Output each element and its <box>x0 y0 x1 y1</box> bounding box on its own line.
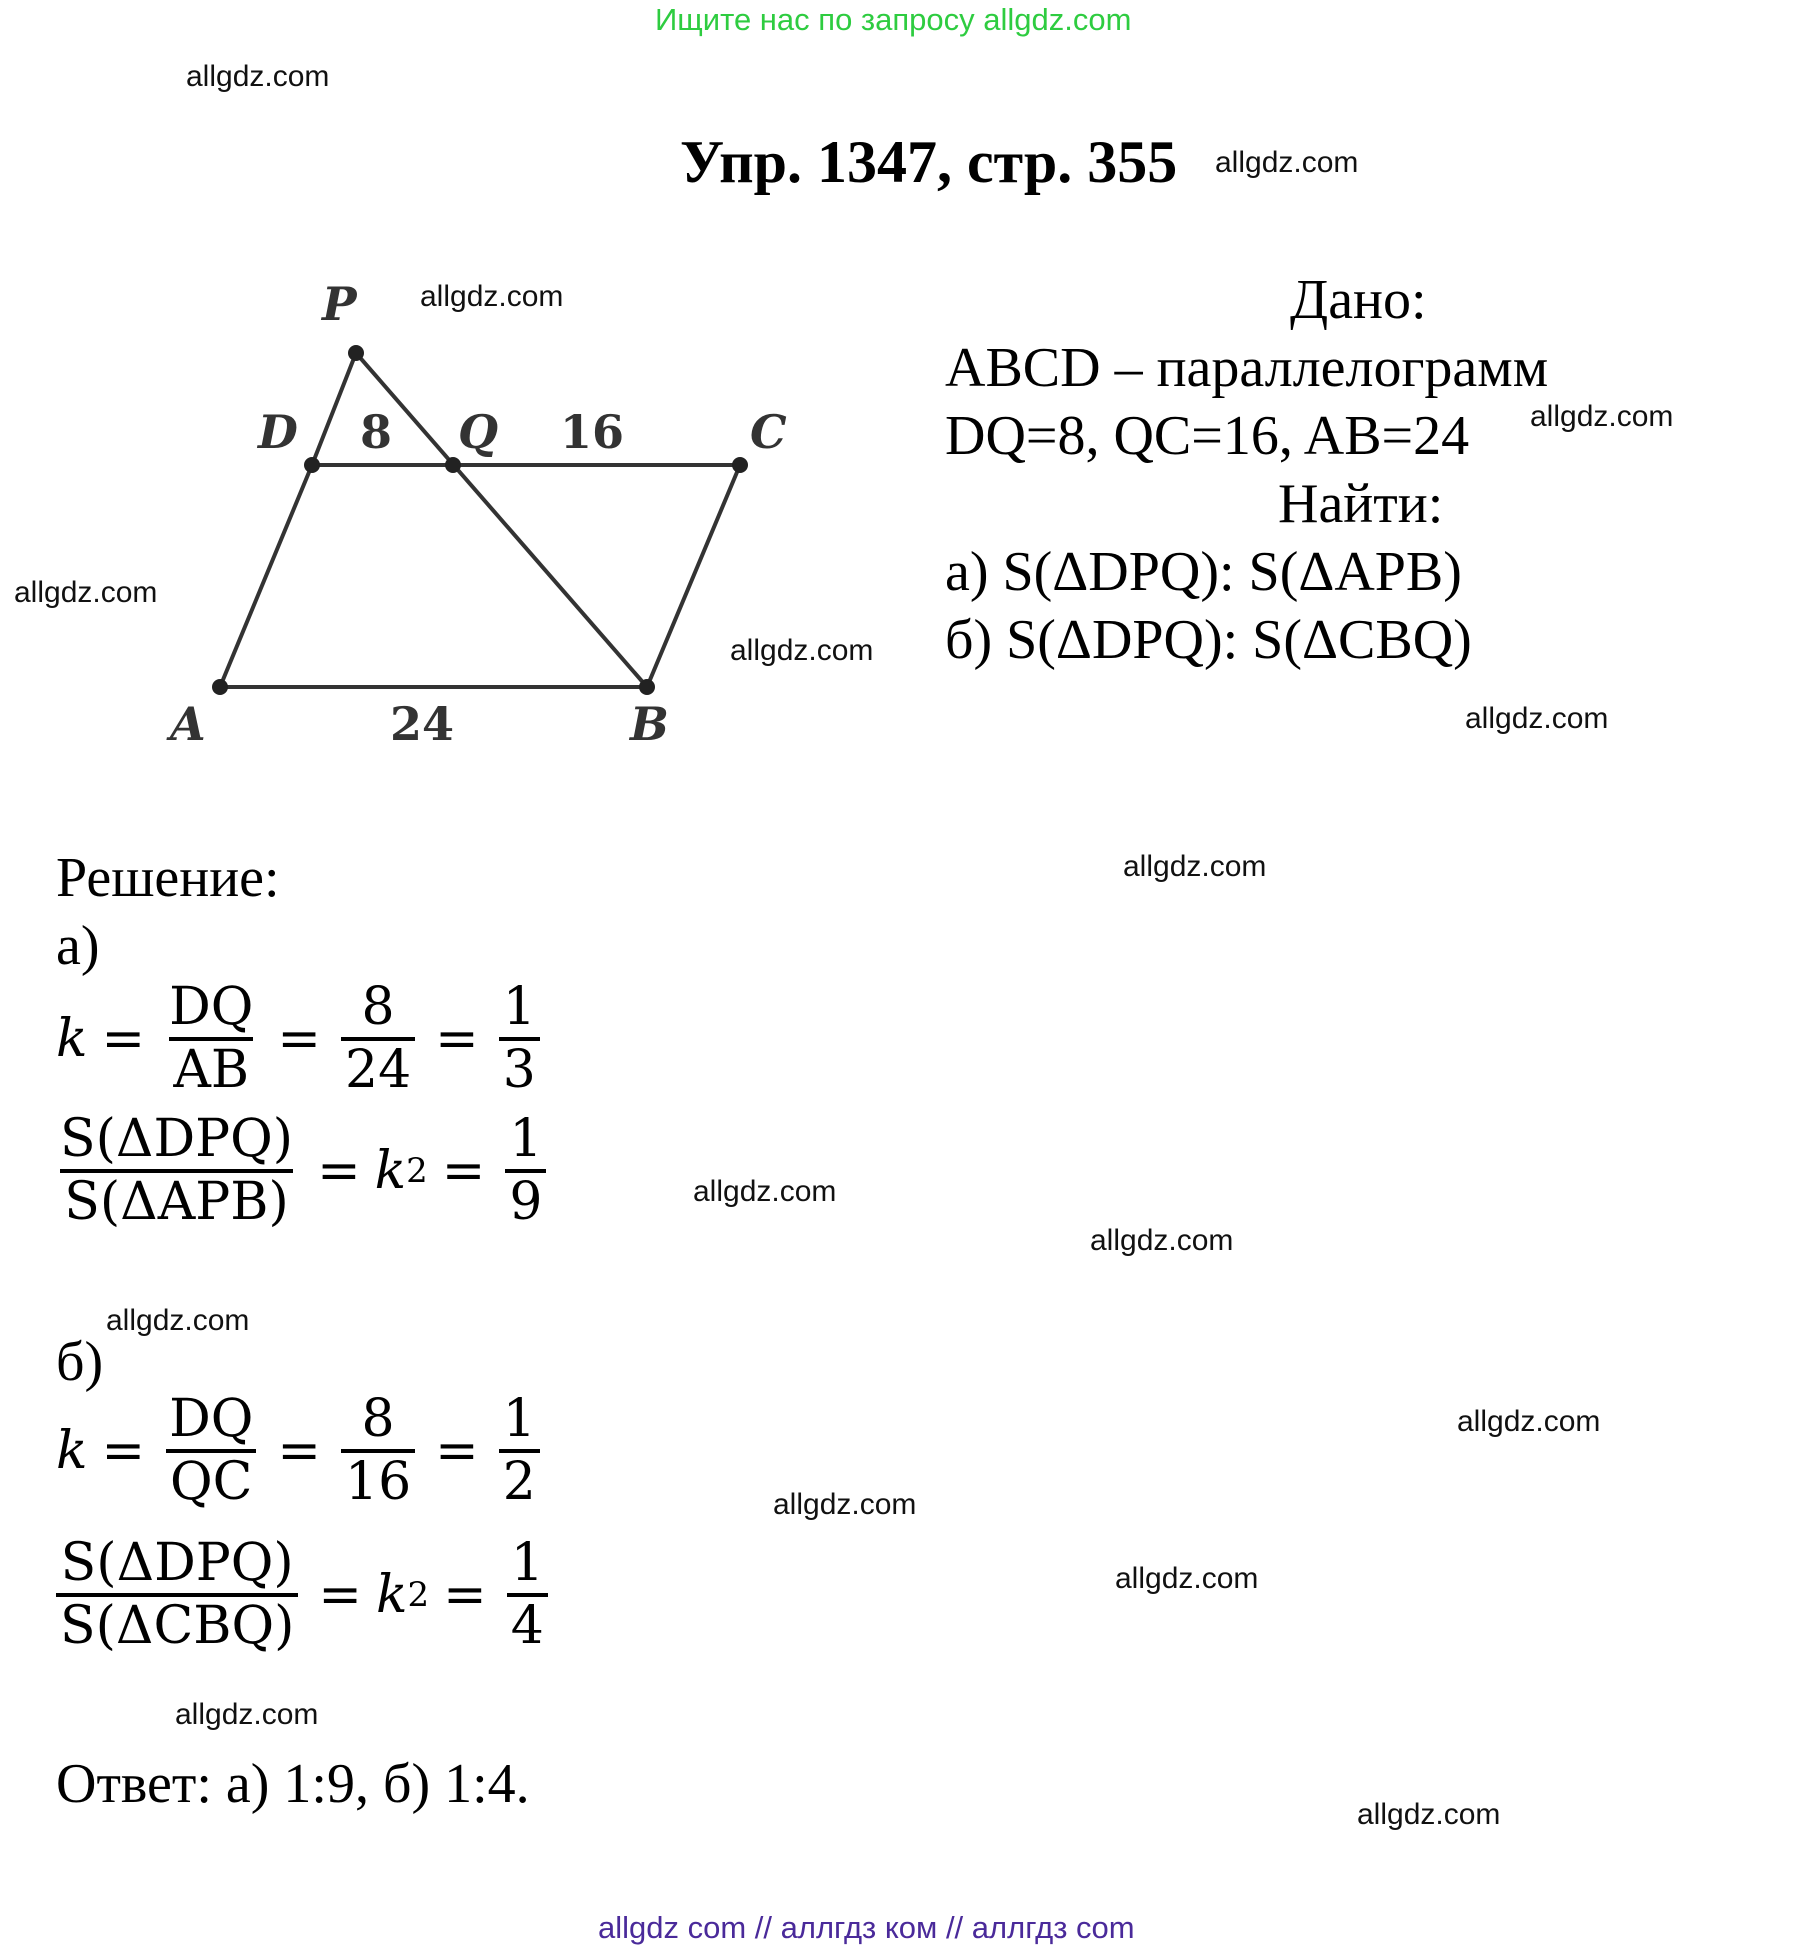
watermark: allgdz.com <box>1215 146 1359 179</box>
watermark: allgdz.com <box>1465 702 1609 735</box>
denominator: QC <box>166 1449 256 1510</box>
point-q <box>445 457 461 473</box>
denominator: S(ΔCBQ) <box>56 1593 298 1654</box>
watermark: allgdz.com <box>186 60 330 93</box>
watermark: allgdz.com <box>106 1304 250 1337</box>
k-symbol: k <box>374 1140 407 1201</box>
part-a-k-equation: k = $\frac{DQ}{AB}$ = $\frac{8}{24}$ = $\frac{1}{3}$ <box>56 980 546 1097</box>
fraction-1-9 <box>505 1109 546 1232</box>
numerator: 1 <box>509 1109 543 1169</box>
numerator: 1 <box>502 1389 536 1449</box>
label-dq-length: 8 <box>360 405 393 459</box>
numerator: S(ΔDPQ) <box>60 1533 294 1593</box>
watermark: allgdz.com <box>693 1175 837 1208</box>
label-a: A <box>170 697 206 751</box>
numerator: 8 <box>361 977 395 1037</box>
watermark: allgdz.com <box>1530 400 1674 433</box>
denominator: 9 <box>505 1169 546 1230</box>
denominator: 4 <box>507 1593 548 1654</box>
denominator: 2 <box>499 1449 540 1510</box>
watermark: allgdz.com <box>773 1488 917 1521</box>
segment-cb <box>647 465 740 687</box>
fraction-area-ratio <box>56 1109 297 1232</box>
denominator: S(ΔAPB) <box>60 1169 293 1230</box>
k-symbol: k <box>375 1564 408 1625</box>
label-q: Q <box>458 405 499 459</box>
numerator: DQ <box>169 1389 254 1449</box>
given-line-1: ABCD – параллелограмм <box>945 337 1549 399</box>
numerator: S(ΔDPQ) <box>60 1109 294 1169</box>
point-c <box>732 457 748 473</box>
fraction-1-4 <box>507 1533 548 1656</box>
fraction-1-2 <box>499 1389 540 1512</box>
given-heading: Дано: <box>1290 269 1427 331</box>
fraction-1-3 <box>499 977 540 1100</box>
denominator: 24 <box>341 1037 415 1098</box>
given-line-2: DQ=8, QC=16, AB=24 <box>945 405 1470 467</box>
denominator: 16 <box>341 1449 415 1510</box>
numerator: DQ <box>169 977 254 1037</box>
solution-heading: Решение: <box>56 847 280 909</box>
k-symbol: k <box>56 1008 88 1069</box>
label-d: D <box>258 405 298 459</box>
label-c: C <box>750 405 787 459</box>
point-d <box>304 457 320 473</box>
fraction-area-ratio <box>56 1533 298 1656</box>
point-p <box>348 345 364 361</box>
fraction-8-24 <box>341 977 415 1100</box>
denominator: 3 <box>499 1037 540 1098</box>
watermark: allgdz.com <box>1457 1405 1601 1438</box>
bottom-banner: allgdz com // аллгдз ком // аллгдз com <box>598 1910 1135 1945</box>
label-b: B <box>630 697 669 751</box>
top-banner: Ищите нас по запросу allgdz.com <box>655 2 1132 37</box>
segment-ad <box>220 465 312 687</box>
part-b-k-equation: k = $\frac{DQ}{QC}$ = $\frac{8}{16}$ = $\frac{1}{2}$ <box>56 1392 546 1509</box>
denominator: AB <box>169 1037 253 1098</box>
numerator: 1 <box>510 1533 544 1593</box>
fraction-dq-qc <box>165 1389 257 1512</box>
part-a-area-ratio: $\frac{\text{S(ΔDPQ)}}{\text{S(ΔAPB)}}$ = k 2 = $\frac{1}{9}$ <box>56 1112 552 1229</box>
find-heading: Найти: <box>1278 473 1444 535</box>
fraction-dq-ab <box>165 977 257 1100</box>
label-ab-length: 24 <box>390 697 455 751</box>
watermark: allgdz.com <box>175 1698 319 1731</box>
fraction-8-16 <box>341 1389 415 1512</box>
label-qc-length: 16 <box>560 405 625 459</box>
part-a-label: а) <box>56 915 100 977</box>
numerator: 1 <box>502 977 536 1037</box>
find-b: б) S(ΔDPQ): S(ΔCBQ) <box>945 609 1472 671</box>
numerator: 8 <box>361 1389 395 1449</box>
segment-dp <box>312 353 356 465</box>
page-title: Упр. 1347, стр. 355 <box>680 129 1178 195</box>
k-symbol: k <box>56 1420 88 1481</box>
watermark: allgdz.com <box>1090 1224 1234 1257</box>
watermark: allgdz.com <box>14 576 158 609</box>
part-b-label: б) <box>56 1331 104 1393</box>
watermark: allgdz.com <box>1123 850 1267 883</box>
answer-line: Ответ: а) 1:9, б) 1:4. <box>56 1753 530 1815</box>
find-a: а) S(ΔDPQ): S(ΔAPB) <box>945 541 1462 603</box>
watermark: allgdz.com <box>420 280 564 313</box>
point-a <box>212 679 228 695</box>
exponent: 2 <box>407 1574 430 1615</box>
part-b-area-ratio: $\frac{\text{S(ΔDPQ)}}{\text{S(ΔCBQ)}}$ = k 2 = $\frac{1}{4}$ <box>56 1536 554 1653</box>
exponent: 2 <box>406 1150 428 1191</box>
segment-pb <box>356 353 647 687</box>
watermark: allgdz.com <box>1115 1562 1259 1595</box>
watermark: allgdz.com <box>730 634 874 667</box>
parallelogram-figure <box>150 270 850 770</box>
point-b <box>639 679 655 695</box>
label-p: P <box>322 277 357 331</box>
watermark: allgdz.com <box>1357 1798 1501 1831</box>
